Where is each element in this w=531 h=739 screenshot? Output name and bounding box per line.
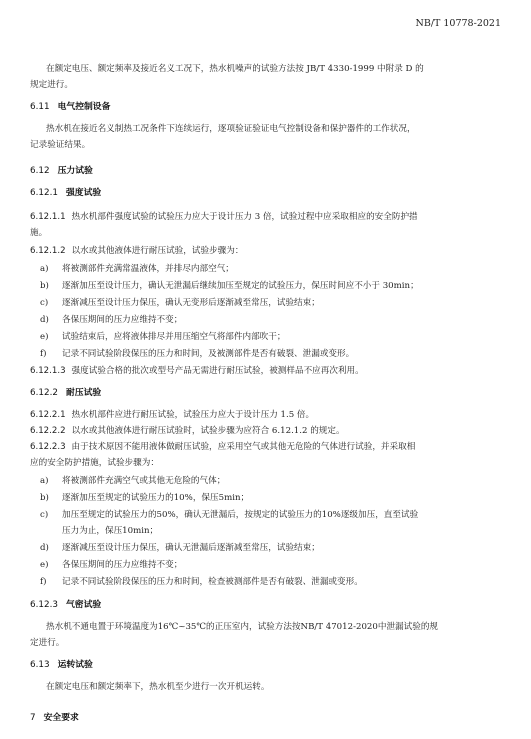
clause-number: 6.12.2.1 [30,410,66,420]
section-title: 电气控制设备 [57,102,111,112]
standard-number: NB/T 10778-2021 [415,18,501,29]
section-title: 耐压试验 [65,388,102,398]
paragraph-line: 热水机不通电置于环境温度为16℃~35℃的正压室内，试验方法按NB/T 47012-2020中泄漏试验的规 [46,622,439,632]
clause-6-12-1-3 [30,365,364,377]
list-label: f) [40,577,47,587]
clause-6-12-1-1 [30,211,418,223]
list-label: c) [40,298,49,308]
clause-number: 6.12.2.2 [30,426,66,436]
list-label: c) [40,510,49,520]
list-item [40,509,418,521]
list-item [40,263,234,275]
paragraph-line: 应的安全防护措施，试验步骤为： [30,458,159,468]
section-heading-6-12-3 [30,599,101,611]
section-heading-6-12-2 [30,387,101,399]
clause-6-12-2-2 [30,425,345,437]
clause-6-12-2-1 [30,409,314,421]
list-label: d) [40,315,49,325]
list-item [40,331,285,343]
section-title: 压力试验 [57,166,93,176]
list-text: 各保压期间的压力应维持不变； [62,560,183,570]
section-title: 强度试验 [65,188,102,198]
list-text: 将被测部件充满常温液体，并排尽内部空气； [62,264,234,274]
clause-text: 由于技术原因不能用液体做耐压试验，应采用空气或其他无危险的气体进行试验，并采取相 [71,442,416,452]
list-label: b) [40,281,49,291]
list-item [40,492,249,504]
clause-number: 6.12.2.3 [30,442,66,452]
paragraph-line: 定进行。 [30,638,65,648]
section-heading-6-11 [30,101,110,113]
list-item [40,525,158,537]
section-heading-6-12 [30,165,93,177]
list-label: a) [40,476,49,486]
list-text: 试验结束后，应将液体排尽并用压缩空气将部件内部吹干； [62,332,286,342]
list-item [40,576,363,588]
paragraph-line: 热水机在接近名义制热工况条件下连续运行，逐项验证验证电气控制设备和保护器件的工作状况， [46,124,416,134]
list-label: f) [40,349,47,359]
section-title: 运转试验 [57,660,93,670]
section-number: 6.12.1 [30,188,58,198]
list-label: d) [40,543,49,553]
section-number: 6.11 [30,102,50,112]
list-text: 记录不同试验阶段保压的压力和时间，及被测部件是否有破裂、泄漏或变形。 [62,349,355,359]
clause-number: 6.12.1.3 [30,366,66,376]
paragraph-line: 记录验证结果。 [30,140,91,150]
section-title: 安全要求 [43,713,79,723]
section-title: 气密试验 [65,600,102,610]
list-item [40,559,182,571]
list-label: e) [40,332,49,342]
list-text: 加压至规定的试验压力的50%，确认无泄漏后，按规定的试验压力的10%逐级加压，直至试验 [62,510,419,520]
list-item [40,314,182,326]
list-item [40,348,354,360]
list-text: 将被测部件充满空气或其他无危险的气体； [62,476,226,486]
list-text: 逐渐加压至设计压力，确认无泄漏后继续加压至规定的试验压力，保压时间应不小于 30min； [62,281,419,291]
clause-6-12-1-2 [30,245,243,257]
section-heading-7 [30,712,79,724]
section-number: 6.12 [30,166,50,176]
list-label: a) [40,264,49,274]
list-label: e) [40,560,49,570]
list-text: 逐渐减压至设计压力保压，确认无变形后逐渐减至常压，试验结束； [62,298,320,308]
list-text: 逐渐减压至设计压力保压，确认无泄漏后逐渐减至常压，试验结束； [62,543,320,553]
clause-text: 强度试验合格的批次或型号产品无需进行耐压试验，被测样品不应再次利用。 [71,366,364,376]
section-heading-6-13 [30,659,93,671]
list-label: b) [40,493,49,503]
section-heading-6-12-1 [30,187,101,199]
list-item [40,542,320,554]
clause-number: 6.12.1.2 [30,246,66,256]
section-number: 7 [30,713,36,723]
clause-text: 以水或其他液体进行耐压试验时，试验步骤为应符合 6.12.1.2 的规定。 [71,426,345,436]
list-item [40,475,225,487]
paragraph-line: 施。 [30,228,48,238]
list-text: 各保压期间的压力应维持不变； [62,315,183,325]
list-text: 逐渐加压至规定的试验压力的10%，保压5min； [62,493,250,503]
section-number: 6.12.2 [30,388,58,398]
section-number: 6.13 [30,660,50,670]
clause-text: 热水机部件应进行耐压试验，试验压力应大于设计压力 1.5 倍。 [71,410,315,420]
list-item [40,280,419,292]
paragraph-line: 规定进行。 [30,80,73,90]
clause-6-12-2-3 [30,441,415,453]
clause-text: 以水或其他液体进行耐压试验，试验步骤为： [71,246,244,256]
paragraph-line: 在额定电压、额定频率及接近名义工况下，热水机噪声的试验方法按 JB/T 4330-1999 中附录 D 的 [46,64,424,74]
list-text: 记录不同试验阶段保压的压力和时间，检查被测部件是否有破裂、泄漏或变形。 [62,577,363,587]
list-text: 压力为止，保压10min； [62,526,159,536]
list-item [40,297,320,309]
clause-text: 热水机部件强度试验的试验压力应大于设计压力 3 倍，试验过程中应采取相应的安全防护措 [71,212,418,222]
paragraph-line: 在额定电压和额定频率下，热水机至少进行一次开机运转。 [46,682,270,692]
clause-number: 6.12.1.1 [30,212,66,222]
section-number: 6.12.3 [30,600,58,610]
